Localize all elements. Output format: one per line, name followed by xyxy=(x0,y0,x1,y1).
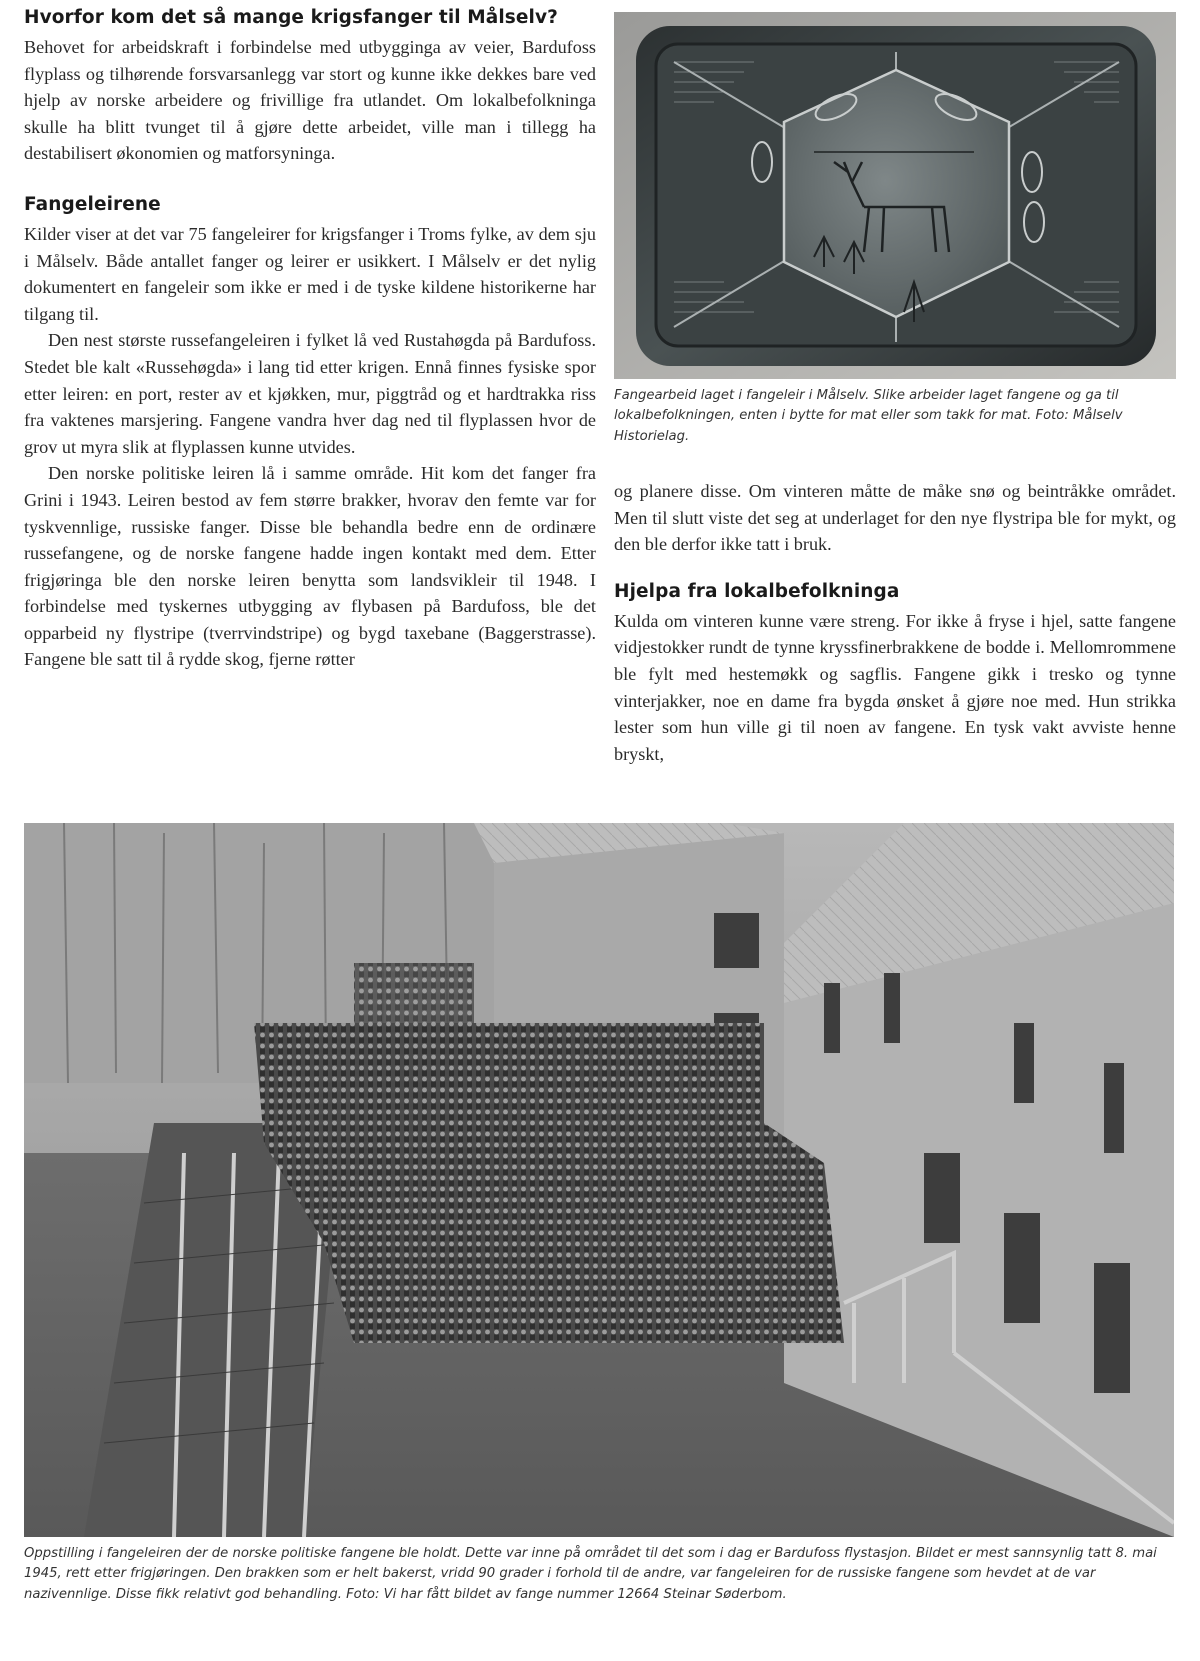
right-column xyxy=(614,478,1176,767)
paragraph-runway-work: og planere disse. Om vinteren måtte de måke snø og beintråkke området. Men til slutt viste det seg at underlaget for den nye flystripa ble for mykt, og den ble derfor ikke tatt i bruk. xyxy=(614,481,1176,555)
artifact-photo-caption xyxy=(614,386,1176,447)
heading-local-help: Hjelpa fra lokalbefolkninga xyxy=(614,580,900,602)
camp-caption-text: Oppstilling i fangeleiren der de norske politiske fangene ble holdt. Dette var inne på området til det som i dag er Bardufoss flystasjon. Bildet er mest sannsynlig tatt 8. mai 1945, rett etter frigjøringen. Den brakken som er helt bakerst, vridd 90 grader i forhold til de andre, var fangeleiren for de russiske fangene som hevdet at de var nazivennlige. Disse fikk relativt god behandling. Foto: Vi har fått bildet av fange nummer 12664 Steinar Søderbom. xyxy=(24,1546,1157,1602)
camp-lineup-photo xyxy=(24,823,1174,1537)
paragraph-camp-count: Kilder viser at det var 75 fangeleirer for krigsfanger i Troms fylke, av dem sju i Målselv. Både antallet fanger og leirer er usikkert. I Målselv er det nylig dokumentert en fangeleir som ikke er med i de tyske kildene historikerne har tilgang til. xyxy=(24,223,596,324)
paragraph-labour-need: Behovet for arbeidskraft i forbindelse med utbygginga av veier, Bardufoss flyplass og tilhørende forsvarsanlegg var stort og kunne ikke dekkes bare ved hjelp av norske arbeidere og frivillige fra utlandet. Om lokalbefolkninga skulle ha blitt tvunget til å gjøre dette arbeidet, ville man i tillegg ha destabilisert økonomien og matforsyninga. xyxy=(24,37,596,164)
artifact-caption-text: Fangearbeid laget i fangeleir i Målselv. Slike arbeider laget fangene og ga til lokalbefolkningen, enten i bytte for mat eller som takk for mat. Foto: Målselv Historielag. xyxy=(614,388,1123,444)
artifact-photo xyxy=(614,12,1176,379)
heading-why-so-many-prisoners: Hvorfor kom det så mange krigsfanger til Målselv? xyxy=(24,7,558,28)
paragraph-norwegian-political-camp: Den norske politiske leiren lå i samme område. Hit kom det fanger fra Grini i 1943. Leiren bestod av fem større brakker, hvorav den femte var for tyskvennlige, russiske fanger. Disse ble behandla bedre enn de ordinære russefangene, og de norske fangene hadde ingen kontakt med dem. Etter frigjøringa ble den norske leiren benytta som landsvikleir til 1948. I forbindelse med tyskernes utbygging av flybasen på Bardufoss, ble det opparbeid ny flystripe (tverrvindstripe) og bygd taxebane (Baggerstrasse). Fangene ble satt til å rydde skog, fjerne røtter xyxy=(24,463,596,670)
left-column xyxy=(24,6,596,673)
camp-photo-caption xyxy=(24,1544,1174,1605)
paragraph-russian-camp: Den nest største russefangeleiren i fylket lå ved Rustahøgda på Bardufoss. Stedet ble kalt «Russehøgda» i lang tid etter krigen. Ennå finnes fysiske spor etter leiren: en port, rester av et kjøkken, mur, piggtråd og et hardtrakka riss fra vaktenes marsjering. Fangene vandra hver dag ned til flyplassen hvor de grov ut myra slik at flyplassen kunne utvides. xyxy=(24,330,596,457)
paragraph-winter-cold: Kulda om vinteren kunne være streng. For ikke å fryse i hjel, satte fangene vidjestokker rundt de tynne kryssfinerbrakkene de bodde i. Mellomrommene ble fylt med hestemøkk og sagflis. Fangene gikk i tresko og tynne vinterjakker, noe en dame fra bygda ønsket å gjøre noe med. Hun strikka lester som hun ville gi til noen av fangene. En tysk vakt avviste henne bryskt, xyxy=(614,610,1176,764)
heading-prison-camps: Fangeleirene xyxy=(24,193,161,215)
